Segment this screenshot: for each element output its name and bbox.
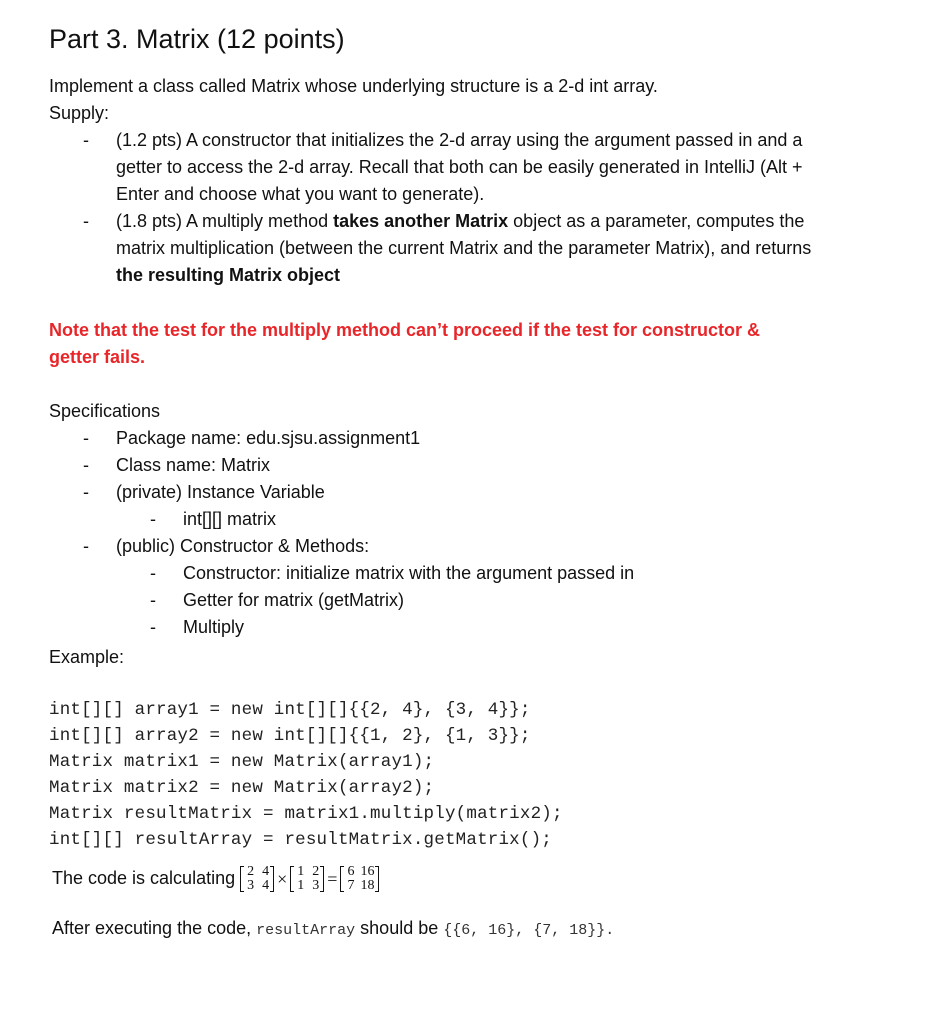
spec-field: int[][] matrix [183, 509, 277, 529]
bullet-dash: - [150, 590, 156, 610]
matrix-a: 2 4 3 4 [240, 865, 274, 893]
bullet-dash: - [150, 617, 156, 637]
bullet-dash: - [83, 211, 89, 231]
matrix-result: 6 16 7 18 [340, 865, 379, 893]
calc-line [52, 858, 379, 899]
intro-text: Implement a class called Matrix whose underlying structure is a 2-d int array. [49, 76, 658, 96]
code-line-2: int[][] array2 = new int[][]{{1, 2}, {1, 3}}; [49, 726, 531, 746]
code-line-5: Matrix resultMatrix = matrix1.multiply(matrix2); [49, 804, 563, 824]
code-line-6: int[][] resultArray = resultMatrix.getMatrix(); [49, 830, 552, 850]
after-value: {{6, 16}, {7, 18}}. [443, 922, 615, 939]
bullet-dash: - [83, 130, 89, 150]
spec-class: Class name: Matrix [116, 455, 271, 475]
bullet-dash: - [150, 563, 156, 583]
times-symbol: × [277, 869, 288, 890]
spec-instance-var: (private) Instance Variable [116, 482, 325, 502]
supply-2-line-2: matrix multiplication (between the current Matrix and the parameter Matrix), and returns [116, 238, 812, 258]
spec-method-constructor: Constructor: initialize matrix with the argument passed in [183, 563, 635, 583]
code-line-4: Matrix matrix2 = new Matrix(array2); [49, 778, 435, 798]
bullet-dash: - [83, 455, 89, 475]
page-title: Part 3. Matrix (12 points) [49, 24, 345, 54]
spec-package: Package name: edu.sjsu.assignment1 [116, 428, 421, 448]
supply-1-line-2: getter to access the 2-d array. Recall that both can be easily generated in IntelliJ (Alt + [116, 157, 803, 177]
supply-1-line-3: Enter and choose what you want to generate). [116, 184, 485, 204]
code-line-1: int[][] array1 = new int[][]{{2, 4}, {3, 4}}; [49, 700, 531, 720]
spec-methods-label: (public) Constructor & Methods: [116, 536, 370, 556]
spec-method-getter: Getter for matrix (getMatrix) [183, 590, 405, 610]
after-line [52, 915, 614, 944]
supply-label: Supply: [49, 103, 110, 123]
spec-method-multiply: Multiply [183, 617, 245, 637]
supply-1-line-1: (1.2 pts) A constructor that initializes the 2-d array using the argument passed in and a [116, 130, 803, 150]
bullet-dash: - [150, 509, 156, 529]
matrix-b: 1 2 1 3 [290, 865, 324, 893]
supply-2-text-c: object as a parameter, computes the [508, 211, 805, 231]
calc-text: The code is calculating [52, 868, 236, 888]
example-label: Example: [49, 647, 125, 667]
bullet-dash: - [83, 482, 89, 502]
code-line-3: Matrix matrix1 = new Matrix(array1); [49, 752, 435, 772]
after-code: resultArray [256, 922, 356, 939]
bullet-dash: - [83, 536, 89, 556]
after-text-b: should be [355, 918, 444, 938]
supply-2-bold: takes another Matrix [333, 211, 509, 231]
after-text-a: After executing the code, [52, 918, 257, 938]
note-line-1: Note that the test for the multiply method can’t proceed if the test for constructor & [49, 320, 761, 340]
note-line-2: getter fails. [49, 347, 146, 367]
bullet-dash: - [83, 428, 89, 448]
supply-2-line-1 [116, 208, 804, 235]
equals-symbol: = [327, 869, 338, 890]
specs-label: Specifications [49, 401, 161, 421]
supply-2-line-3: the resulting Matrix object [116, 265, 341, 285]
supply-2-text-a: (1.8 pts) A multiply method [116, 211, 334, 231]
